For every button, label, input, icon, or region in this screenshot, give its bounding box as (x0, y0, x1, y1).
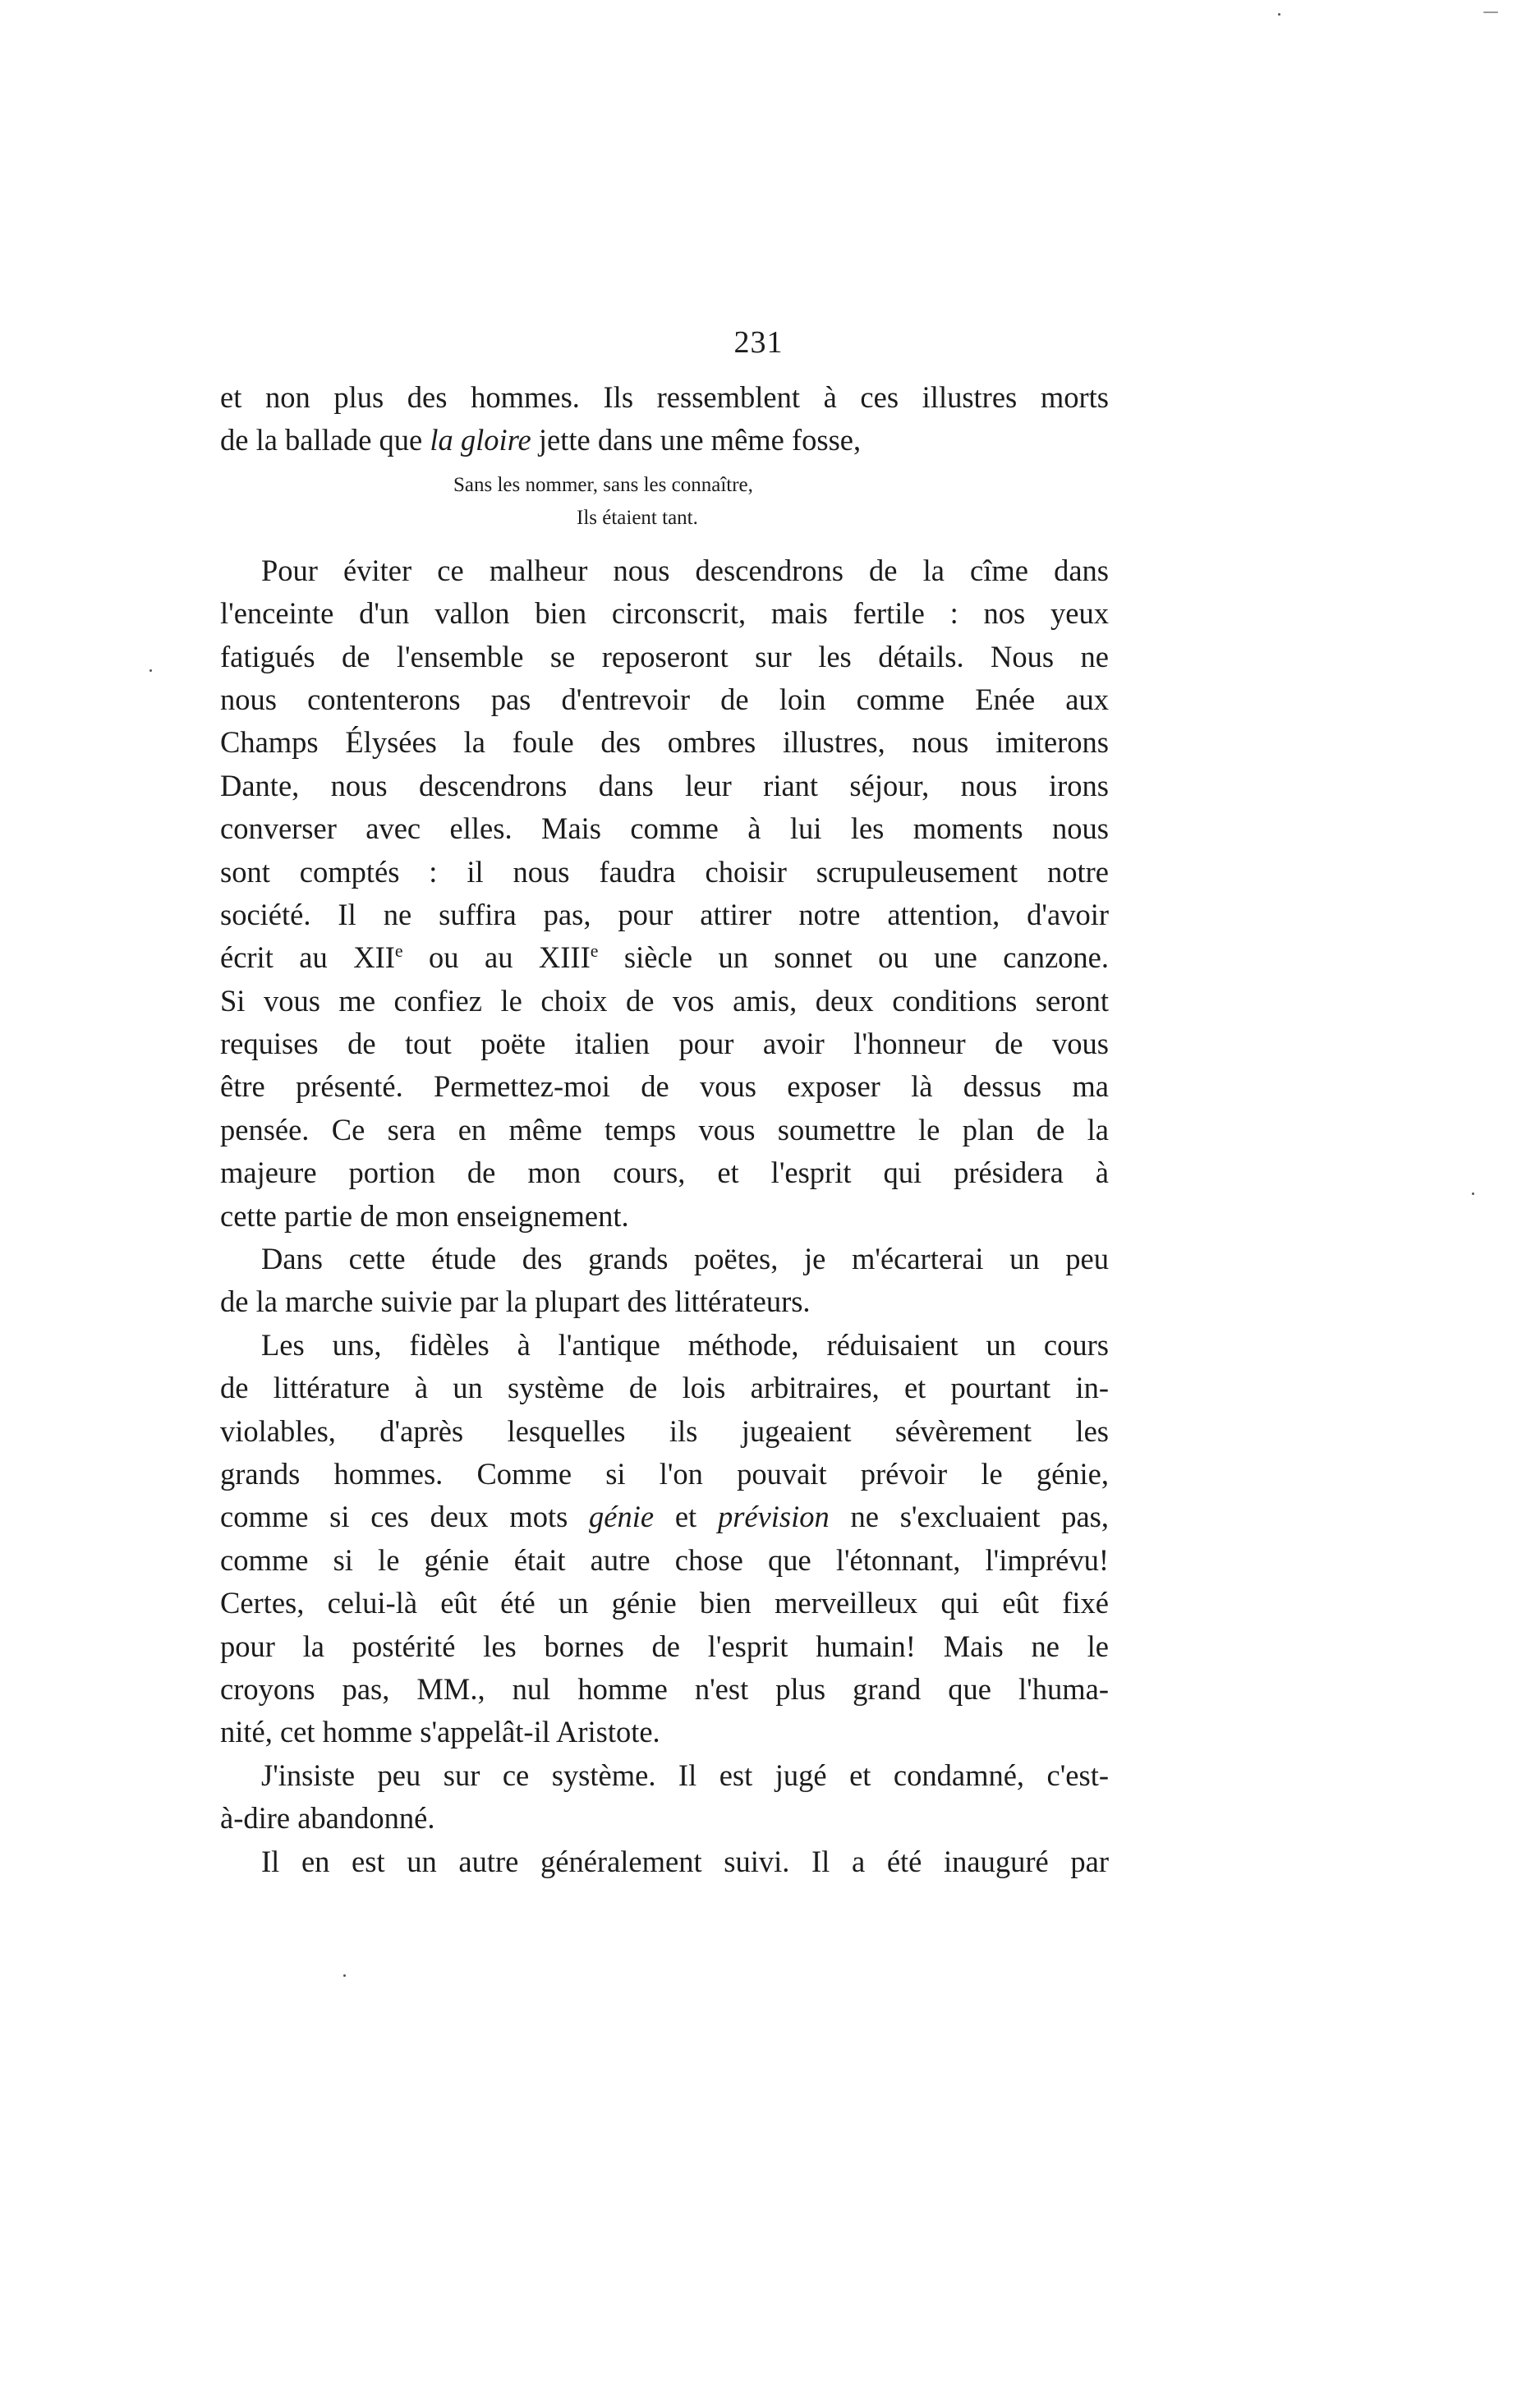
text-line: Les uns, fidèles à l'antique méthode, réduisaient un cours (261, 1327, 1109, 1362)
text-line: Dans cette étude des grands poëtes, je m'écarterai un peu (261, 1242, 1109, 1276)
text-line: Il en est un autre généralement suivi. Il a été inauguré par (261, 1844, 1109, 1878)
text-line: de littérature à un système de lois arbitraires, et pourtant in- (220, 1371, 1109, 1405)
text-line: l'enceinte d'un vallon bien circonscrit, mais fertile : nos yeux (220, 596, 1109, 631)
text-line: nous contenterons pas d'entrevoir de loin comme Enée aux (220, 682, 1109, 716)
text-line: sont comptés : il nous faudra choisir scrupuleusement notre (220, 854, 1109, 889)
text-line: pour la postérité les bornes de l'esprit humain! Mais ne le (220, 1629, 1109, 1663)
text-line: Si vous me confiez le choix de vos amis, deux conditions seront (220, 983, 1109, 1018)
paper-speck (149, 669, 152, 672)
text-line: et non plus des hommes. Ils ressemblent à ces illustres morts (220, 380, 1109, 414)
paper-speck (343, 1974, 346, 1977)
text-line: comme si ces deux mots génie et prévision ne s'excluaient pas, (220, 1500, 1109, 1534)
text-line: être présenté. Permettez-moi de vous exposer là dessus ma (220, 1069, 1109, 1104)
text-line: converser avec elles. Mais comme à lui les moments nous (220, 811, 1109, 846)
text-line: Champs Élysées la foule des ombres illustres, nous imiterons (220, 725, 1109, 760)
text-line: Certes, celui-là eût été un génie bien merveilleux qui eût fixé (220, 1586, 1109, 1620)
text-line: écrit au XIIe ou au XIIIe siècle un sonnet ou une canzone. (220, 940, 1109, 975)
verse-line: Ils étaient tant. (577, 506, 698, 529)
text-line: violables, d'après lesquelles ils jugeaient sévèrement les (220, 1413, 1109, 1448)
verse-line: Sans les nommer, sans les connaître, (453, 473, 753, 496)
text-line: de la marche suivie par la plupart des littérateurs. (220, 1284, 811, 1319)
italic-term: prévision (717, 1500, 830, 1534)
italic-term: génie (589, 1500, 655, 1534)
text-line: société. Il ne suffira pas, pour attirer notre attention, d'avoir (220, 897, 1109, 931)
italic-term: la gloire (430, 423, 531, 457)
superscript: e (394, 940, 403, 962)
text-line: de la ballade que la gloire jette dans une même fosse, (220, 423, 862, 457)
body-text (220, 376, 1109, 1883)
text-line: fatigués de l'ensemble se reposeront sur les détails. Nous ne (220, 639, 1109, 673)
text-line: comme si le génie était autre chose que l'étonnant, l'imprévu! (220, 1542, 1109, 1577)
text-line: cette partie de mon enseignement. (220, 1198, 629, 1233)
superscript: e (590, 940, 599, 962)
text-line: nité, cet homme s'appelât-il Aristote. (220, 1715, 660, 1749)
text-line: à-dire abandonné. (220, 1801, 435, 1836)
text-line: pensée. Ce sera en même temps vous soumettre le plan de la (220, 1112, 1109, 1147)
text-line: grands hommes. Comme si l'on pouvait prévoir le génie, (220, 1456, 1109, 1491)
text-line: croyons pas, MM., nul homme n'est plus grand que l'huma- (220, 1671, 1109, 1706)
paper-speck (1472, 1193, 1474, 1195)
text-line: J'insiste peu sur ce système. Il est jugé et condamné, c'est- (261, 1758, 1109, 1792)
paper-speck (1483, 11, 1498, 13)
text-line: Dante, nous descendrons dans leur riant séjour, nous irons (220, 768, 1109, 802)
paper-speck (1278, 13, 1280, 16)
text-line: requises de tout poëte italien pour avoir l'honneur de vous (220, 1027, 1109, 1061)
text-line: Pour éviter ce malheur nous descendrons de la cîme dans (261, 553, 1109, 587)
page-number: 231 (733, 325, 784, 360)
text-line: majeure portion de mon cours, et l'esprit qui présidera à (220, 1156, 1109, 1190)
